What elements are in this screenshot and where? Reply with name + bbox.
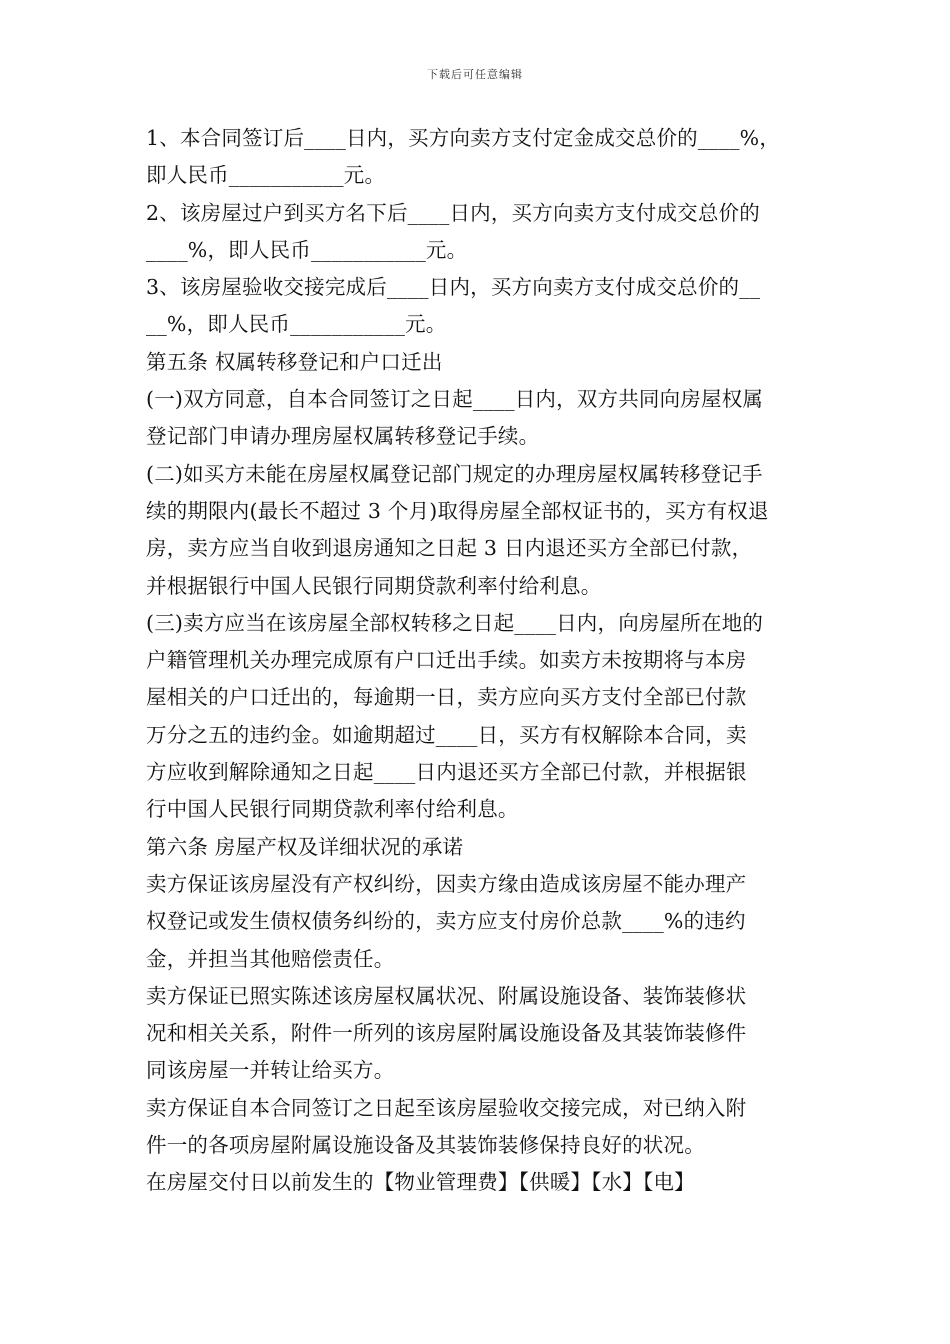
text-line: 方应收到解除通知之日起____日内退还买方全部已付款，并根据银: [146, 760, 747, 785]
document-body: [146, 120, 818, 1202]
text-line: ____%，即人民币___________元。: [146, 237, 468, 262]
text-line: 2、该房屋过户到买方名下后____日内，买方向卖方支付成交总价的: [146, 200, 760, 225]
text-line: 卖方保证自本合同签订之日起至该房屋验收交接完成，对已纳入附: [146, 1095, 747, 1120]
page-header: 下载后可任意编辑: [427, 68, 523, 81]
text-line: 行中国人民银行同期贷款利率付给利息。: [146, 797, 519, 822]
text-line: 在房屋交付日以前发生的【物业管理费】【供暖】【水】【电】: [146, 1170, 695, 1195]
text-line: 件一的各项房屋附属设施设备及其装饰装修保持良好的状况。: [146, 1133, 705, 1158]
text-line: 登记部门申请办理房屋权属转移登记手续。: [146, 424, 540, 449]
text-line: 权登记或发生债权债务纠纷的，卖方应支付房价总款____%的违约: [146, 909, 746, 934]
section-heading: 第六条 房屋产权及详细状况的承诺: [146, 834, 464, 859]
text-line: 3、该房屋验收交接完成后____日内，买方向卖方支付成交总价的__: [146, 275, 761, 300]
text-line: 续的期限内(最长不超过 3 个月)取得房屋全部权证书的，买方有权退: [146, 498, 769, 523]
text-line: 金，并担当其他赔偿责任。: [146, 946, 395, 971]
text-line: 同该房屋一并转让给买方。: [146, 1058, 395, 1083]
text-line: 卖方保证已照实陈述该房屋权属状况、附属设施设备、装饰装修状: [146, 983, 747, 1008]
text-line: 屋相关的户口迁出的，每逾期一日，卖方应向买方支付全部已付款: [146, 685, 747, 710]
text-line: 1、本合同签订后____日内，买方向卖方支付定金成交总价的____%，: [146, 126, 781, 150]
text-line: 房，卖方应当自收到退房通知之日起 3 日内退还买方全部已付款，: [146, 536, 753, 561]
text-line: (二)如买方未能在房屋权属登记部门规定的办理房屋权属转移登记手: [146, 461, 763, 486]
text-line: (三)卖方应当在该房屋全部权转移之日起____日内，向房屋所在地的: [146, 610, 764, 635]
text-line: 户籍管理机关办理完成原有户口迁出手续。如卖方未按期将与本房: [146, 648, 747, 673]
text-line: 并根据银行中国人民银行同期贷款利率付给利息。: [146, 573, 602, 598]
text-line: 况和相关关系，附件一所列的该房屋附属设施设备及其装饰装修件: [146, 1021, 747, 1046]
text-line: 卖方保证该房屋没有产权纠纷，因卖方缘由造成该房屋不能办理产: [146, 871, 747, 896]
text-line: 即人民币___________元。: [146, 163, 386, 188]
text-line: (一)双方同意，自本合同签订之日起____日内，双方共同向房屋权属: [146, 387, 764, 412]
text-line: __%，即人民币___________元。: [146, 312, 447, 337]
section-heading: 第五条 权属转移登记和户口迁出: [146, 349, 443, 374]
text-line: 万分之五的违约金。如逾期超过____日，买方有权解除本合同，卖: [146, 722, 747, 747]
